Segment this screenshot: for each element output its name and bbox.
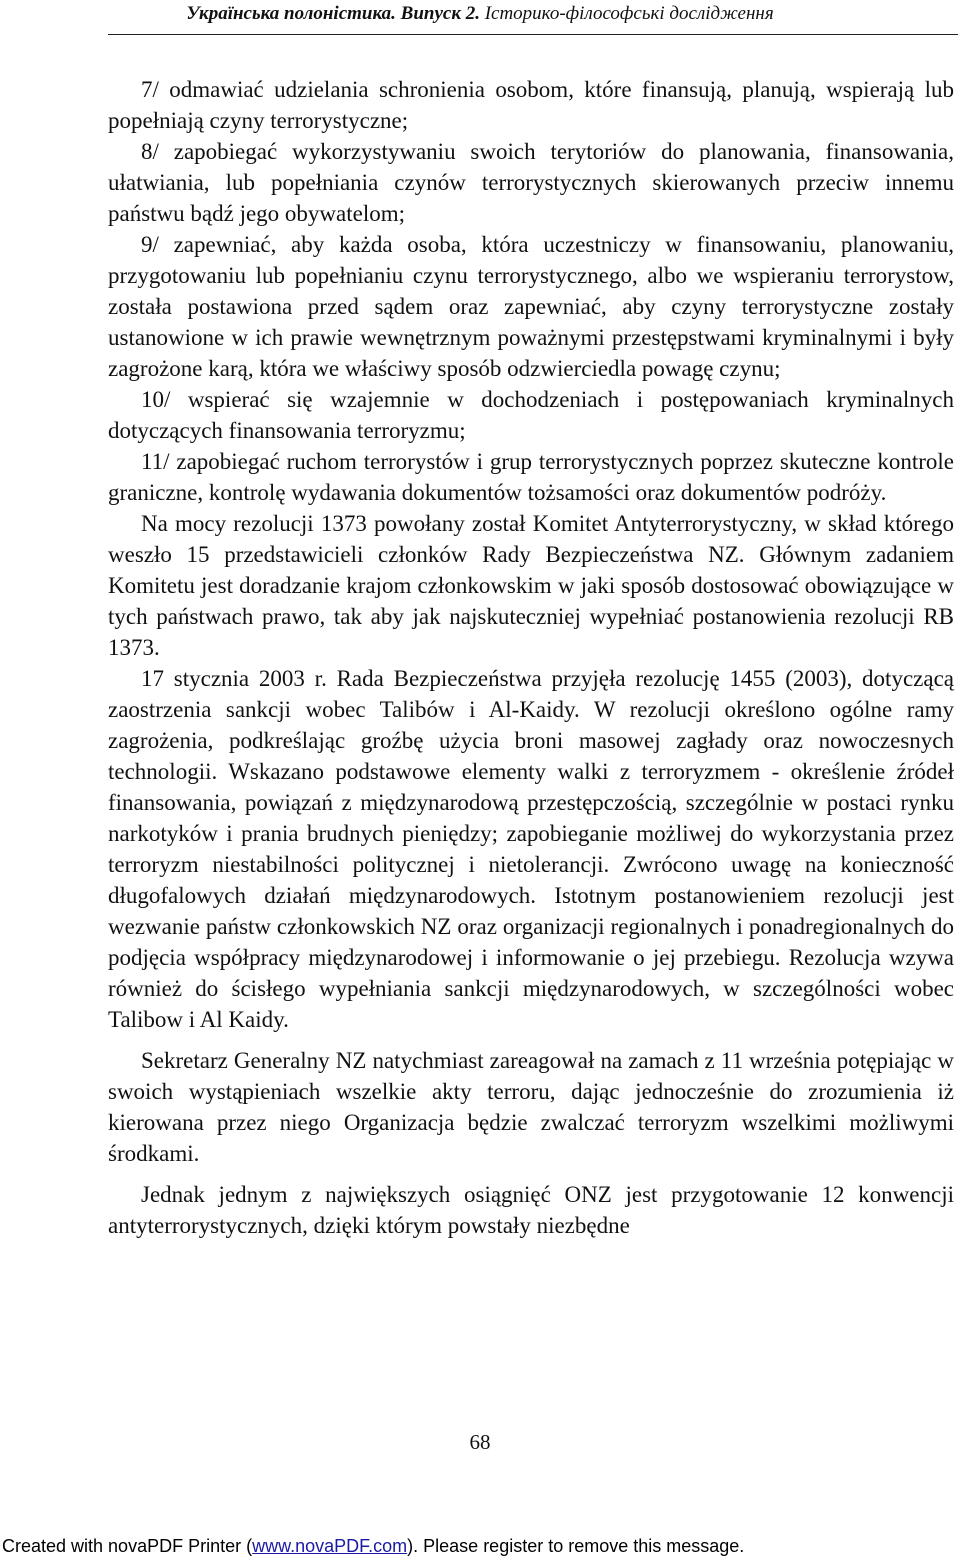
page-number: 68	[469, 1430, 491, 1454]
journal-title: Українська полоністика. Випуск 2.	[186, 3, 480, 24]
article-body	[108, 74, 954, 1241]
paragraph-item-8: 8/ zapobiegać wykorzystywaniu swoich terytoriów do planowania, finansowania, ułatwiania, lub popełniania czynów terrorystycznych skierowanych przeciw innemu państwu bądź jego obywatelom;	[108, 139, 954, 226]
header-rule	[108, 34, 958, 35]
section-title: Історико-філософські дослідження	[479, 3, 774, 24]
footer-prefix: Created with novaPDF Printer (	[2, 1536, 253, 1556]
paragraph-item-9: 9/ zapewniać, aby każda osoba, która uczestniczy w finansowaniu, planowaniu, przygotowaniu lub popełnianiu czynu terrorystycznego, albo we wspieraniu terrorystow, została postawiona przed sądem oraz zapewniać, aby czyny terrorystyczne zostały ustanowione w ich prawie wewnętrznym poważnymi przestępstwami kryminalnymi i były zagrożone karą, która we właściwy sposób odzwierciedla powagę czynu;	[108, 232, 954, 381]
paragraph-counter-terrorism-committee: Na mocy rezolucji 1373 powołany został Komitet Antyterrorystyczny, w skład którego weszło 15 przedstawicieli członków Rady Bezpieczeństwa NZ. Głównym zadaniem Komitetu jest doradzanie krajom członkowskim w jaki sposób dostosować obowiązujące w tych państwach prawo, tak aby jak najskuteczniej wypełniać postanowienia rezolucji RB 1373.	[108, 511, 954, 660]
paragraph-conventions: Jednak jednym z największych osiągnięć ONZ jest przygotowanie 12 konwencji antyterrorystycznych, dzięki którym powstały niezbędne	[108, 1182, 954, 1238]
paragraph-item-11: 11/ zapobiegać ruchom terrorystów i grup terrorystycznych poprzez skuteczne kontrole graniczne, kontrolę wydawania dokumentów tożsamości oraz dokumentów podróży.	[108, 449, 954, 505]
paragraph-resolution-1455: 17 stycznia 2003 r. Rada Bezpieczeństwa przyjęła rezolucję 1455 (2003), dotyczącą zaostrzenia sankcji wobec Talibów i Al-Kaidy. W rezolucji określono ogólne ramy zagrożenia, podkreślając groźbę użycia broni masowej zagłady oraz nowoczesnych technologii. Wskazano podstawowe elementy walki z terroryzmem - określenie źródeł finansowania, powiązań z międzynarodową przestępczością, szczególnie w postaci rynku narkotyków i prania brudnych pieniędzy; zapobieganie możliwej do wykorzystania przez terroryzm niestabilności politycznej i nietolerancji. Zwrócono uwagę na konieczność długofalowych działań międzynarodowych. Istotnym postanowieniem rezolucji jest wezwanie państw członkowskich NZ oraz organizacji regionalnych i ponadregionalnych do podjęcia współpracy międzynarodowej i informowanie o jej przebiegu. Rezolucja wzywa również do ścisłego wypełniania sankcji międzynarodowych, w szczególności wobec Talibow i Al Kaidy.	[108, 666, 954, 1032]
novapdf-link[interactable]: www.novaPDF.com	[252, 1536, 408, 1556]
footer-suffix: ). Please register to remove this message.	[407, 1536, 745, 1556]
paragraph-secretary-general: Sekretarz Generalny NZ natychmiast zareagował na zamach z 11 września potępiając w swoich wystąpieniach wszelkie akty terroru, dając jednocześnie do zrozumienia iż kierowana przez niego Organizacja będzie zwalczać terroryzm wszelkimi możliwymi środkami.	[108, 1048, 954, 1166]
pdf-watermark-footer	[2, 1534, 744, 1558]
paragraph-item-7: 7/ odmawiać udzielania schronienia osobom, które finansują, planują, wspierają lub popełniają czyny terrorystyczne;	[108, 77, 954, 133]
running-head	[0, 2, 960, 26]
paragraph-item-10: 10/ wspierać się wzajemnie w dochodzeniach i postępowaniach kryminalnych dotyczących finansowania terroryzmu;	[108, 387, 954, 443]
